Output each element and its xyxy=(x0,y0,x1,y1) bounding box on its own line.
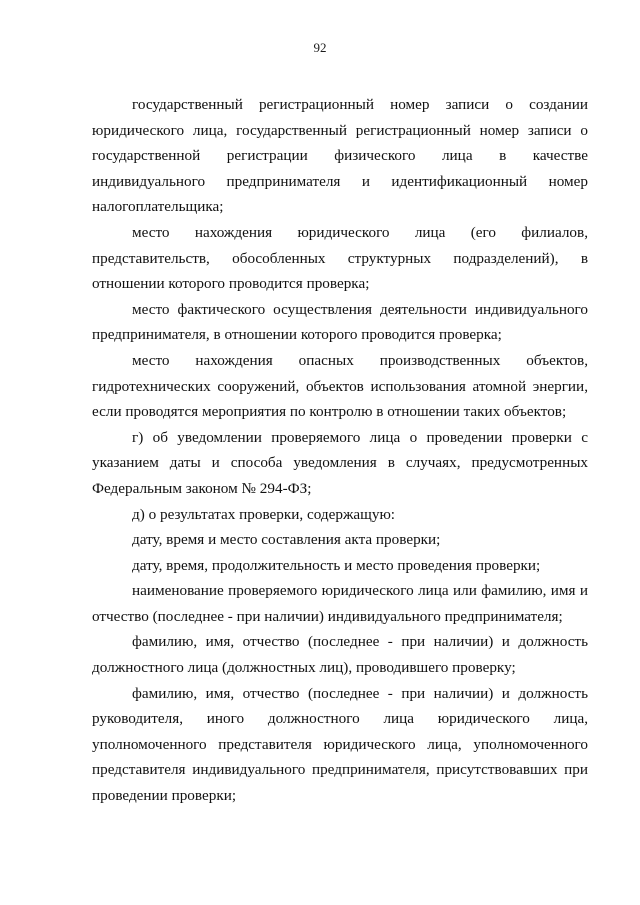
paragraph-notification: г) об уведомлении проверяемого лица о проведении проверки с указанием даты и способа уведомления в случаях, предусмотренных Федеральным законом № 294-ФЗ; xyxy=(92,428,588,497)
paragraph-registration-numbers: государственный регистрационный номер записи о создании юридического лица, государственный регистрационный номер записи о государственной регистрации физического лица в качестве индивидуального предпринимателя и идентификационный номер налогоплательщика; xyxy=(92,96,588,216)
paragraph-act-date: дату, время и место составления акта проверки; xyxy=(132,531,441,549)
paragraph-inspection-results: д) о результатах проверки, содержащую: xyxy=(132,505,396,523)
paragraph-inspected-entity-name: наименование проверяемого юридического лица или фамилию, имя и отчество (последнее - при наличии) индивидуального предпринимателя; xyxy=(92,582,588,625)
document-body xyxy=(92,92,588,809)
paragraph-legal-entity-location: место нахождения юридического лица (его филиалов, представительств, обособленных структурных подразделений), в отношении которого проводится проверка; xyxy=(92,223,588,293)
paragraph-inspector-name: фамилию, имя, отчество (последнее - при наличии) и должность должностного лица (должностных лиц), проводившего проверку; xyxy=(92,633,588,677)
paragraph-attendees: фамилию, имя, отчество (последнее - при наличии) и должность руководителя, иного должностного лица юридического лица, уполномоченного представителя юридического лица, уполномоченного представителя индивидуального предпринимателя, присутствовавших при проведении проверки; xyxy=(92,684,588,805)
page-number: 92 xyxy=(313,40,327,55)
paragraph-entrepreneur-activity-place: место фактического осуществления деятельности индивидуального предпринимателя, в отношении которого проводится проверка; xyxy=(92,300,588,344)
paragraph-inspection-date: дату, время, продолжительность и место проведения проверки; xyxy=(132,556,541,574)
paragraph-hazardous-objects-location: место нахождения опасных производственных объектов, гидротехнических сооружений, объектов использования атомной энергии, если проводятся мероприятия по контролю в отношении таких объектов; xyxy=(92,351,588,421)
